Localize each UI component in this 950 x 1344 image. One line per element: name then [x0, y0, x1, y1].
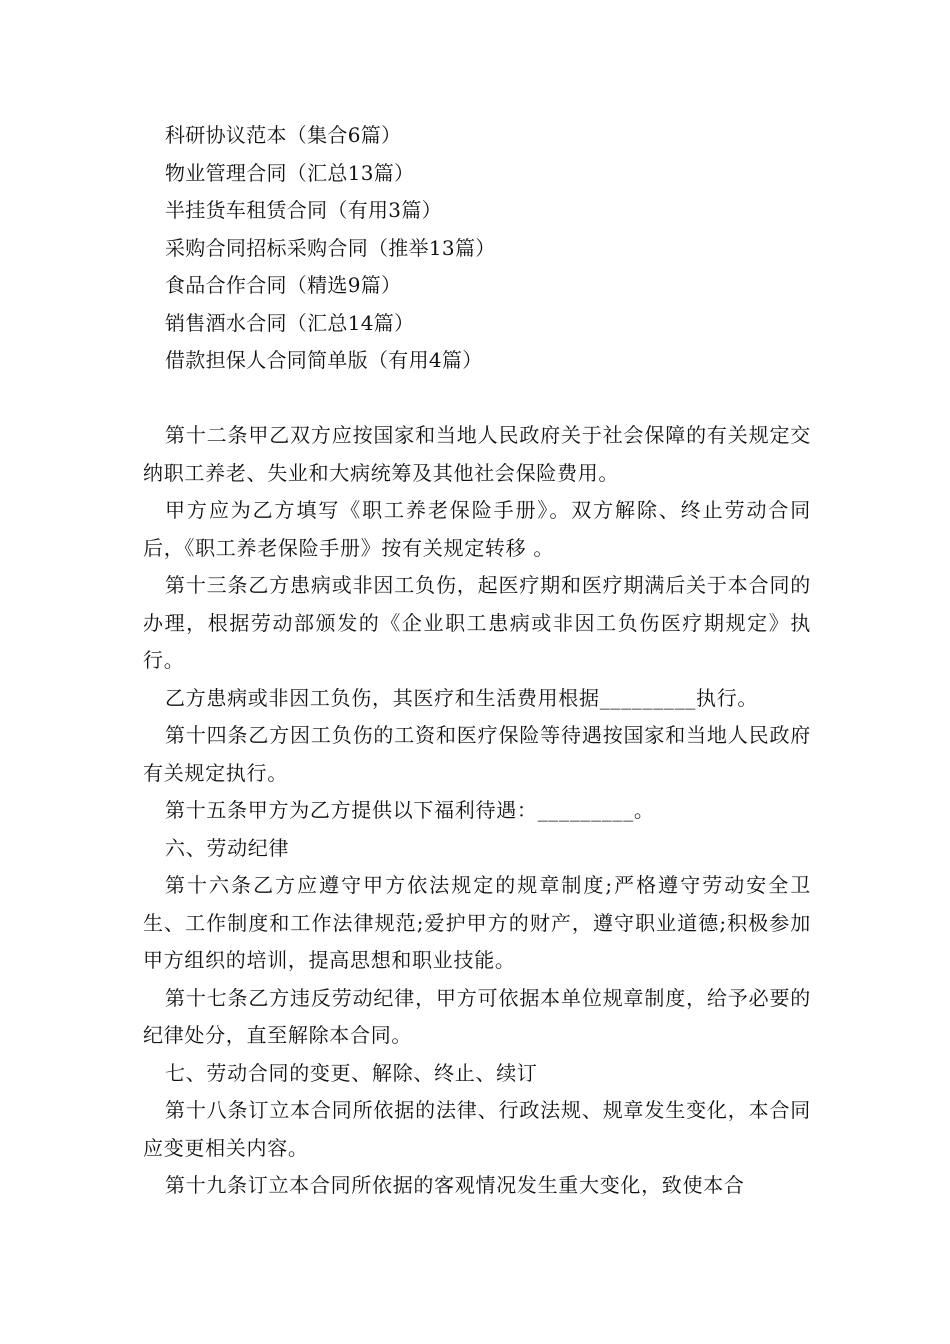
related-documents-list [165, 117, 825, 380]
article-16: 第十六条乙方应遵守甲方依法规定的规章制度;严格遵守劳动安全卫生、工作制度和工作法律规范;爱护甲方的财产，遵守职业道德;积极参加甲方组织的培训，提高思想和职业技能。 [143, 873, 811, 972]
related-document-link[interactable]: 食品合作合同（精选9篇） [165, 273, 402, 297]
contract-body [143, 417, 811, 1205]
pension-handbook-paragraph: 甲方应为乙方填写《职工养老保险手册》。双方解除、终止劳动合同后，《职工养老保险手册》按有关规定转移 。 [143, 498, 811, 560]
related-document-link[interactable]: 物业管理合同（汇总13篇） [165, 160, 415, 185]
related-document-link[interactable]: 借款担保人合同简单版（有用4篇） [165, 348, 483, 372]
article-14: 第十四条乙方因工负伤的工资和医疗保险等待遇按国家和当地人民政府有关规定执行。 [143, 723, 811, 785]
related-document-link[interactable]: 半挂货车租赁合同（有用3篇） [165, 198, 442, 222]
article-19: 第十九条订立本合同所依据的客观情况发生重大变化，致使本合 [165, 1173, 745, 1197]
related-document-link[interactable]: 科研协议范本（集合6篇） [165, 123, 402, 147]
related-document-link[interactable]: 销售酒水合同（汇总14篇） [165, 310, 415, 335]
article-15: 第十五条甲方为乙方提供以下福利待遇：_________。 [165, 798, 655, 822]
section-heading-discipline: 六、劳动纪律 [165, 835, 290, 860]
section-heading-contract-changes: 七、劳动合同的变更、解除、终止、续订 [165, 1060, 538, 1085]
related-document-link[interactable]: 采购合同招标采购合同（推举13篇） [165, 235, 496, 260]
article-18: 第十八条订立本合同所依据的法律、行政法规、规章发生变化，本合同应变更相关内容。 [143, 1098, 811, 1160]
article-12: 第十二条甲乙双方应按国家和当地人民政府关于社会保障的有关规定交纳职工养老、失业和大病统筹及其他社会保险费用。 [143, 423, 811, 485]
article-17: 第十七条乙方违反劳动纪律，甲方可依据本单位规章制度，给予必要的纪律处分，直至解除本合同。 [143, 985, 811, 1047]
medical-expense-paragraph: 乙方患病或非因工负伤，其医疗和生活费用根据_________执行。 [165, 685, 759, 710]
article-13: 第十三条乙方患病或非因工负伤，起医疗期和医疗期满后关于本合同的办理，根据劳动部颁发的《企业职工患病或非因工负伤医疗期规定》执行。 [143, 573, 811, 672]
